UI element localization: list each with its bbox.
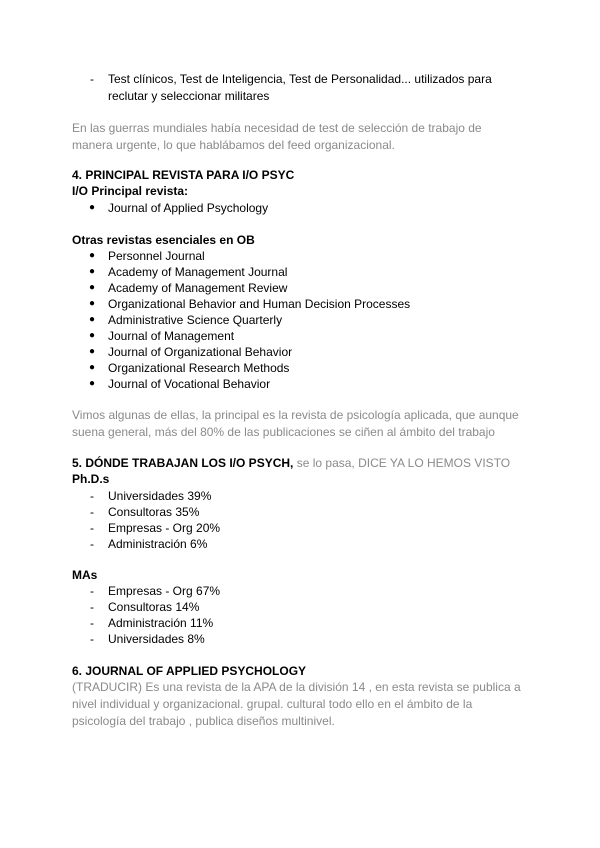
other-journal-item: Journal of Vocational Behavior — [108, 377, 271, 391]
dash-marker: - — [90, 537, 94, 551]
ma-item: Universidades 8% — [108, 632, 205, 646]
bullet-marker: ● — [89, 330, 96, 341]
para1-line1: En las guerras mundiales había necesidad de test de selección de trabajo de — [72, 121, 482, 135]
phd-item: Empresas - Org 20% — [108, 521, 221, 535]
bullet-marker: ● — [89, 362, 96, 373]
other-journal-item: Personnel Journal — [108, 249, 205, 263]
phd-item: Administración 6% — [108, 537, 208, 551]
other-journal-item: Administrative Science Quarterly — [108, 313, 283, 327]
bullet-marker: ● — [89, 314, 96, 325]
section6-line2: nivel individual y organizacional. grupal. cultural todo ello en el ámbito de la — [72, 697, 473, 711]
bullet-marker: ● — [89, 378, 96, 389]
dash-marker: - — [90, 616, 94, 630]
section4-subtitle: I/O Principal revista: — [72, 184, 189, 198]
phd-item: Consultoras 35% — [108, 505, 200, 519]
other-journal-item: Organizational Research Methods — [108, 361, 290, 375]
section5-title-row — [72, 455, 510, 471]
section4-note-line2: suena general, más del 80% de las publicaciones se ciñen al ámbito del trabajo — [72, 425, 495, 439]
ma-item: Consultoras 14% — [108, 600, 200, 614]
main-journal-item: Journal of Applied Psychology — [108, 201, 269, 215]
phd-title: Ph.D.s — [72, 472, 110, 486]
section6-title: 6. JOURNAL OF APPLIED PSYCHOLOGY — [72, 664, 307, 678]
section4-note-line1: Vimos algunas de ellas, la principal es la revista de psicología aplicada, que aunque — [72, 408, 519, 422]
other-journal-item: Journal of Management — [108, 329, 235, 343]
section4-title: 4. PRINCIPAL REVISTA PARA I/O PSYC — [72, 168, 295, 182]
dash-marker: - — [90, 600, 94, 614]
dash-marker: - — [90, 505, 94, 519]
bullet-marker: ● — [89, 202, 96, 213]
dash-marker: - — [90, 632, 94, 646]
intro-item-line1: Test clínicos, Test de Inteligencia, Test de Personalidad... utilizados para — [108, 72, 492, 86]
bullet-marker: ● — [89, 266, 96, 277]
intro-item-line2: reclutar y seleccionar militares — [108, 89, 270, 103]
other-journal-item: Academy of Management Review — [108, 281, 288, 295]
other-journal-item: Organizational Behavior and Human Decision Processes — [108, 297, 411, 311]
dash-marker: - — [90, 489, 94, 503]
dash-marker: - — [90, 521, 94, 535]
dash-marker: - — [90, 584, 94, 598]
section5-title-note: se lo pasa, DICE YA LO HEMOS VISTO — [296, 456, 511, 470]
phd-item: Universidades 39% — [108, 489, 212, 503]
other-journal-item: Journal of Organizational Behavior — [108, 345, 293, 359]
section5-title: 5. DÓNDE TRABAJAN LOS I/O PSYCH, — [72, 456, 294, 470]
section6-line3: psicología del trabajo , publica diseños multinivel. — [72, 714, 335, 728]
ma-item: Empresas - Org 67% — [108, 584, 221, 598]
bullet-marker: ● — [89, 282, 96, 293]
dash-marker: - — [90, 72, 94, 86]
section6-line1: (TRADUCIR) Es una revista de la APA de la división 14 , en esta revista se publica a — [72, 680, 521, 694]
other-journal-item: Academy of Management Journal — [108, 265, 288, 279]
ma-item: Administración 11% — [108, 616, 214, 630]
others-title: Otras revistas esenciales en OB — [72, 233, 255, 247]
ma-title: MAs — [72, 568, 98, 582]
bullet-marker: ● — [89, 250, 96, 261]
bullet-marker: ● — [89, 298, 96, 309]
bullet-marker: ● — [89, 346, 96, 357]
para1-line2: manera urgente, lo que hablábamos del feed organizacional. — [72, 138, 395, 152]
